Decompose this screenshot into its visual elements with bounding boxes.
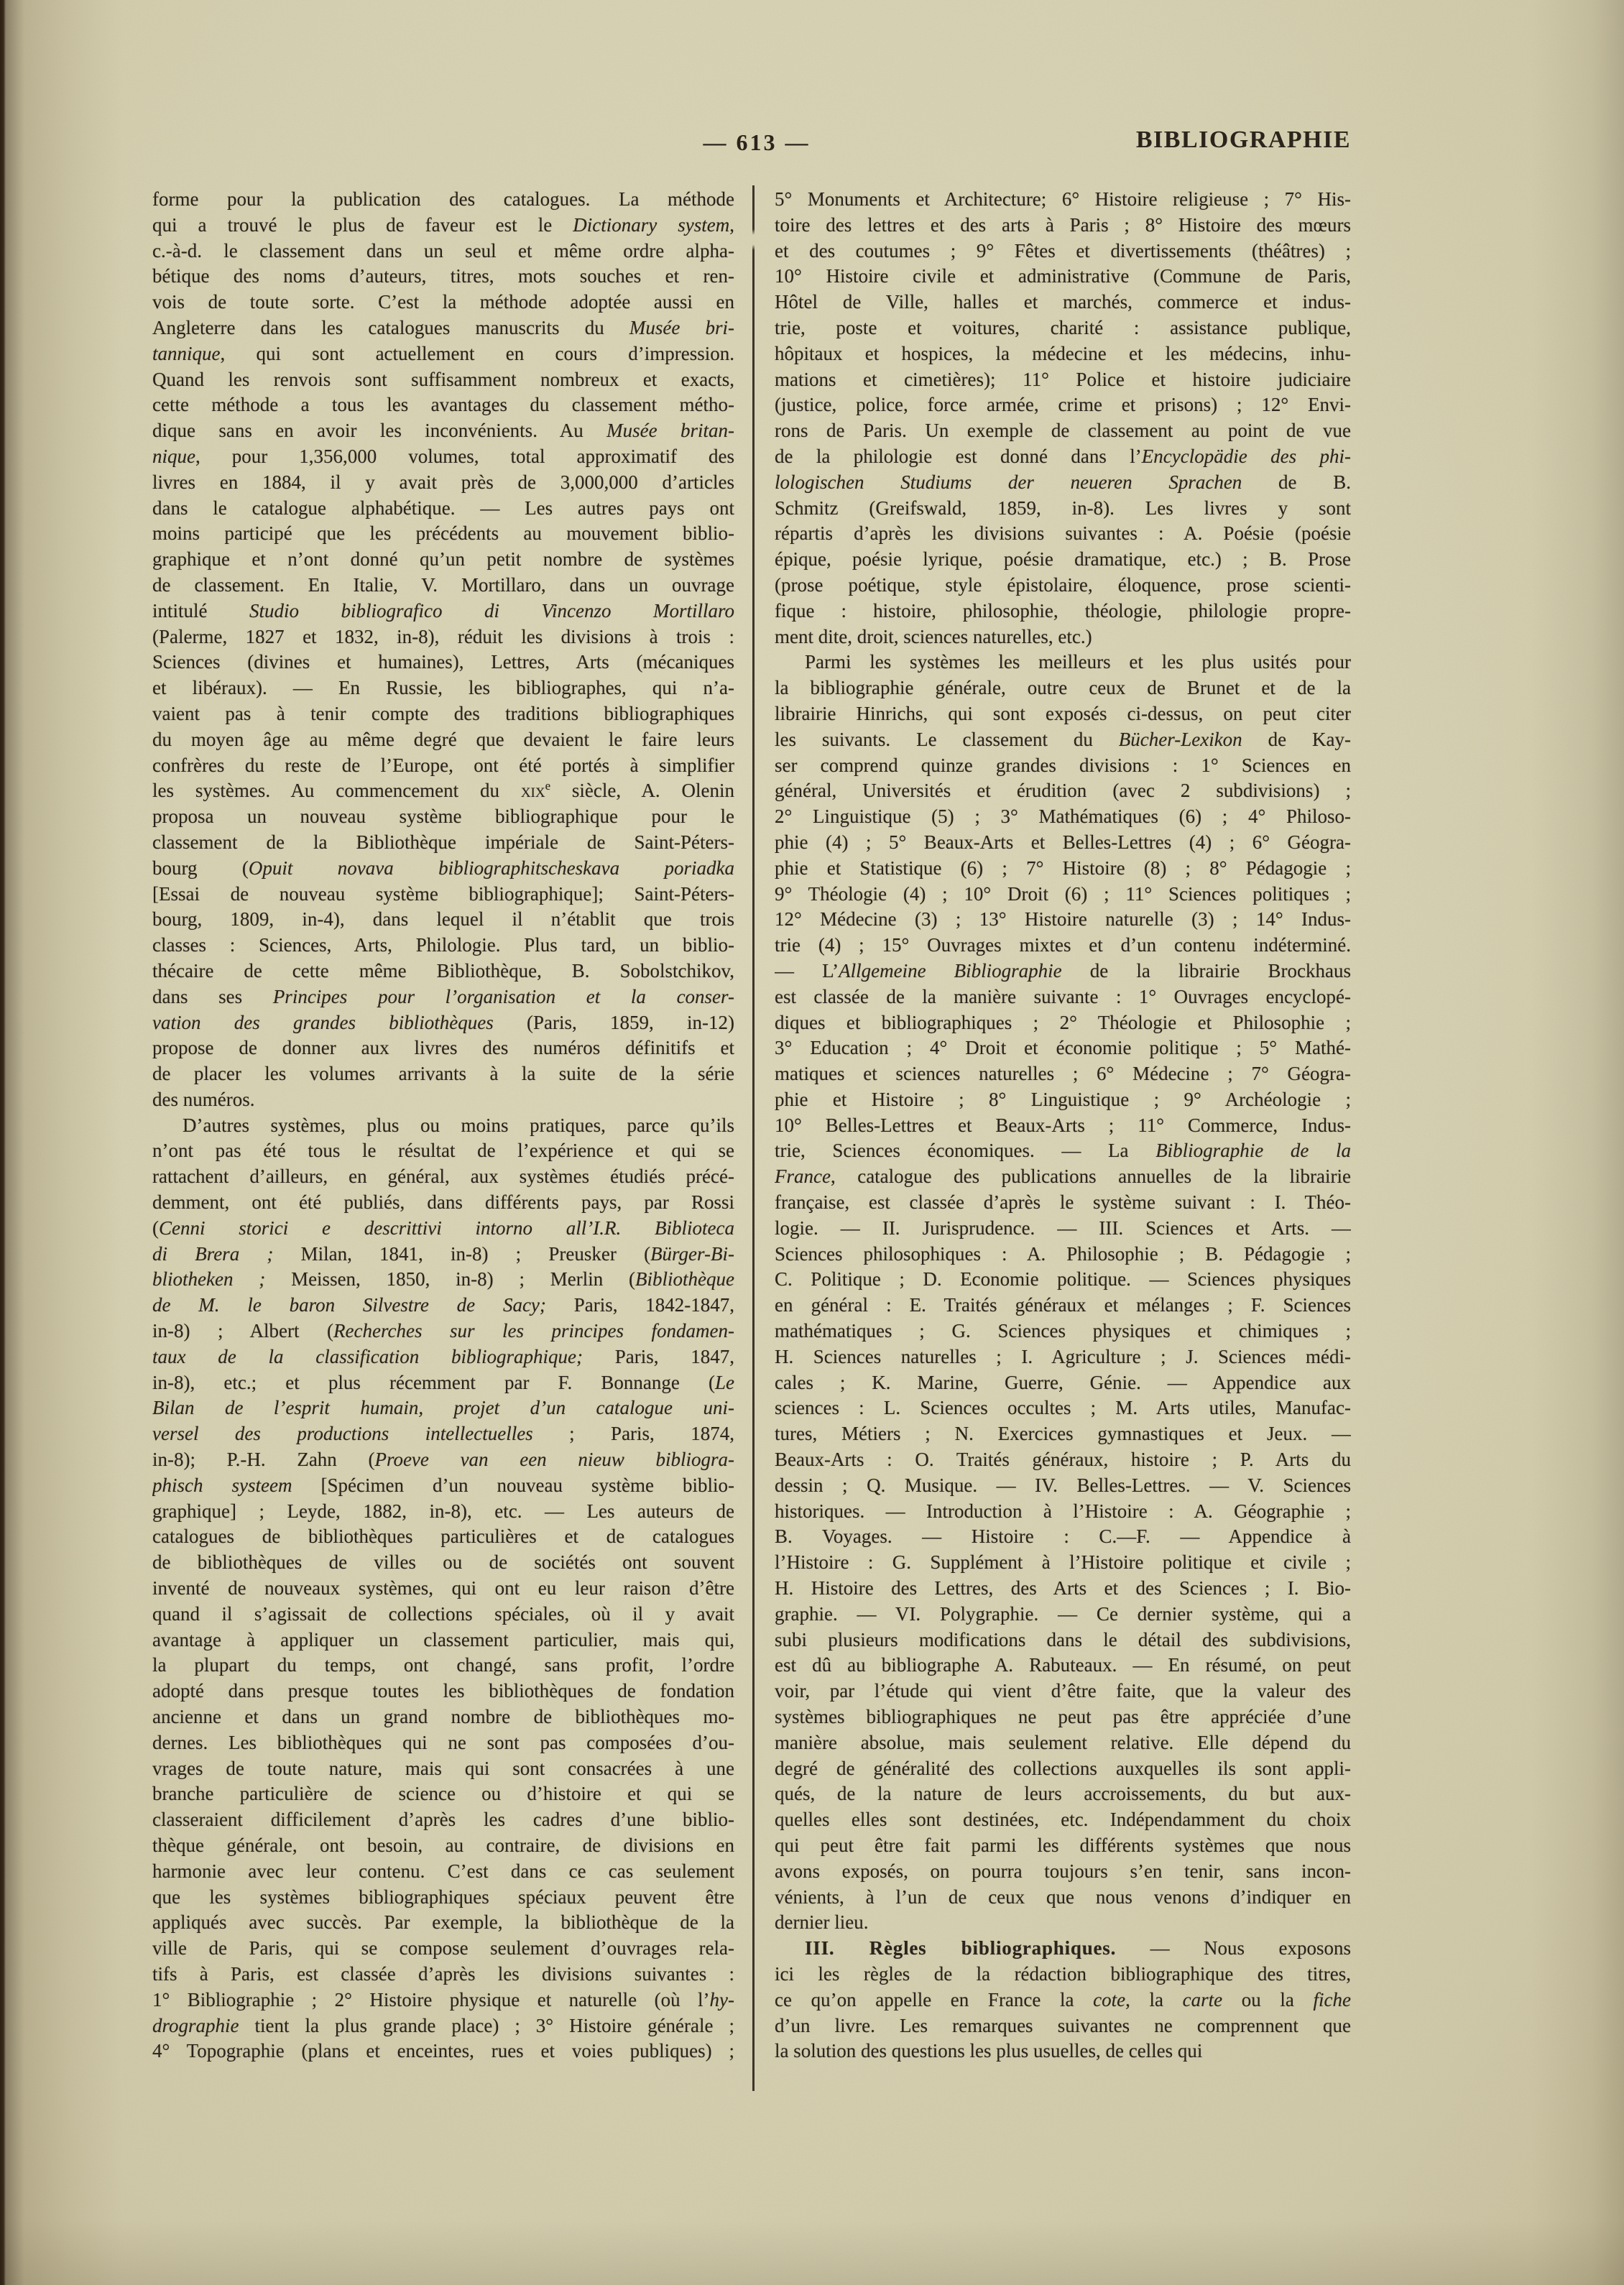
text-line: C. Politique ; D. Economie politique. — Sciences physiques [775,1268,1351,1291]
text-line: de bibliothèques de villes ou de sociétés ont souvent [152,1551,734,1574]
text-line: la solution des questions les plus usuelles, de celles qui [775,2040,1203,2062]
text-line: qui peut être fait parmi les différents systèmes que nous [775,1834,1351,1856]
text-line: d’un livre. Les remarques suivantes ne comprennent que [775,2014,1351,2036]
text-line: III. Règles bibliographiques. — Nous exposons [805,1937,1351,1959]
text-line: manière absolue, mais seulement relative. Elle dépend du [775,1731,1351,1753]
text-line: ancienne et dans un grand nombre de bibliothèques mo- [152,1706,734,1728]
text-line: bourg, 1809, in-4), dans lequel il n’établit que trois [152,908,734,931]
text-line: en général : E. Traités généraux et mélanges ; F. Sciences [775,1294,1351,1316]
text-line: 4° Topographie (plans et enceintes, rues et voies publiques) ; [152,2040,734,2062]
text-line: harmonie avec leur contenu. C’est dans ce cas seulement [152,1860,734,1882]
text-line: demment, ont été publiés, dans différents pays, par Rossi [152,1191,734,1214]
text-line: est classée de la manière suivante : 1° Ouvrages encyclopé- [775,985,1351,1007]
text-line: degré de généralité des collections auxquelles ils sont appli- [775,1757,1351,1779]
text-line: Schmitz (Greifswald, 1859, in-8). Les livres y sont [775,497,1351,519]
text-line: dernier lieu. [775,1911,869,1934]
text-line: les suivants. Le classement du Bücher-Lexikon de Kay- [775,728,1351,750]
text-line: quand il s’agissait de collections spéciales, où il y avait [152,1602,734,1625]
text-line: qui a trouvé le plus de faveur est le Dictionary system, [152,213,734,236]
text-line: classeraient difficilement d’après les cadres d’une biblio- [152,1809,734,1831]
text-line: intitulé Studio bibliografico di Vincenzo Mortillaro [152,599,734,622]
page-number: — 613 — [703,129,811,155]
text-line: adopté dans presque toutes les bibliothèques de fondation [152,1680,734,1702]
text-line: dans ses Principes pour l’organisation et la conser- [152,985,734,1007]
running-title: BIBLIOGRAPHIE [1135,126,1351,153]
text-line: Beaux-Arts : O. Traités généraux, histoire ; P. Arts du [775,1449,1351,1471]
text-line: voir, par l’étude qui vient d’être faite, que la valeur des [775,1680,1351,1702]
text-line: tifs à Paris, est classée d’après les divisions suivantes : [152,1962,734,1985]
text-line: la plupart du temps, ont changé, sans profit, l’ordre [152,1654,734,1676]
text-line: drographie tient la plus grande place) ; 3° Histoire générale ; [152,2014,734,2036]
text-line: B. Voyages. — Histoire : C.—F. — Appendice à [775,1525,1351,1548]
text-line: ville de Paris, qui se compose seulement d’ouvrages rela- [152,1937,734,1959]
text-line: ici les règles de la rédaction bibliographique des titres, [775,1962,1351,1985]
text-line: française, est classée d’après le système suivant : I. Théo- [775,1191,1351,1214]
text-line: taux de la classification bibliographique; Paris, 1847, [152,1345,734,1367]
text-line: répartis d’après les divisions suivantes : A. Poésie (poésie [775,522,1351,545]
text-line: que les systèmes bibliographiques spéciaux peuvent être [152,1885,734,1908]
text-line: rattachent d’ailleurs, en général, aux systèmes étudiés précé- [152,1165,734,1188]
text-line: D’autres systèmes, plus ou moins pratiques, parce qu’ils [183,1114,734,1136]
text-line: (justice, police, force armée, crime et prisons) ; 12° Envi- [775,394,1351,416]
text-line: appliqués avec succès. Par exemple, la bibliothèque de la [152,1911,734,1934]
text-line: librairie Hinrichs, qui sont exposés ci-dessus, on peut citer [775,702,1351,724]
text-line: (Palerme, 1827 et 1832, in-8), réduit les divisions à trois : [152,625,734,647]
text-line: livres en 1884, il y avait près de 3,000,000 d’articles [152,471,734,493]
text-line: phisch systeem [Spécimen d’un nouveau système biblio- [152,1474,734,1496]
text-line: vénients, à l’un de ceux que nous venons d’indiquer en [775,1885,1351,1908]
text-line: dique sans en avoir les inconvénients. Au Musée britan- [152,420,734,442]
text-line: forme pour la publication des catalogues. La méthode [152,188,734,210]
text-line: H. Sciences naturelles ; I. Agriculture ; J. Sciences médi- [775,1345,1351,1367]
text-line: vois de toute sorte. C’est la méthode adoptée aussi en [152,291,734,313]
text-line: fique : histoire, philosophie, théologie, philologie propre- [775,599,1351,622]
column-divider-rule [752,185,755,2091]
text-line: ser comprend quinze grandes divisions : 1° Sciences en [775,754,1351,776]
text-line: de placer les volumes arrivants à la suite de la série [152,1063,734,1085]
text-line: les systèmes. Au commencement du xix$^e$ siècle, A. Olenin [152,779,734,802]
text-line: Angleterre dans les catalogues manuscrits du Musée bri- [152,316,734,338]
text-line: proposa un nouveau système bibliographique pour le [152,805,734,828]
text-line: la bibliographie générale, outre ceux de Brunet et de la [775,677,1351,699]
text-line: mathématiques ; G. Sciences physiques et chimiques ; [775,1320,1351,1342]
text-line: mations et cimetières); 11° Police et histoire judiciaire [775,368,1351,390]
text-line: 3° Education ; 4° Droit et économie politique ; 5° Mathé- [775,1037,1351,1059]
text-line: Quand les renvois sont suffisamment nombreux et exacts, [152,368,734,390]
text-line: — L’Allgemeine Bibliographie de la librairie Brockhaus [775,959,1351,982]
text-line: trie, poste et voitures, charité : assistance publique, [775,316,1351,338]
text-line: vrages de toute nature, mais qui sont consacrées à une [152,1757,734,1779]
text-line: tures, Métiers ; N. Exercices gymnastiques et Jeux. — [775,1423,1351,1445]
text-line: nique, pour 1,356,000 volumes, total approximatif des [152,445,734,467]
text-line: de classement. En Italie, V. Mortillaro, dans un ouvrage [152,573,734,596]
text-line: Hôtel de Ville, halles et marchés, commerce et indus- [775,291,1351,313]
text-line: classes : Sciences, Arts, Philologie. Plus tard, un biblio- [152,934,734,956]
text-line: vation des grandes bibliothèques (Paris, 1859, in-12) [152,1011,734,1033]
text-line: systèmes bibliographiques ne peut pas être appréciée d’une [775,1706,1351,1728]
text-line: phie (4) ; 5° Beaux-Arts et Belles-Lettres (4) ; 6° Géogra- [775,831,1351,853]
text-line: thèque générale, ont besoin, au contraire, de divisions en [152,1834,734,1856]
text-line: (Cenni storici e descrittivi intorno all’I.R. Biblioteca [152,1217,734,1239]
text-line: versel des productions intellectuelles ; Paris, 1874, [152,1423,734,1445]
text-line: ce qu’on appelle en France la cote, la carte ou la fiche [775,1988,1351,2011]
text-line: de M. le baron Silvestre de Sacy; Paris, 1842-1847, [152,1294,734,1316]
text-line: branche particulière de science ou d’histoire et qui se [152,1783,734,1805]
text-line: Bilan de l’esprit humain, projet d’un catalogue uni- [152,1397,734,1419]
text-line: phie et Histoire ; 8° Linguistique ; 9° Archéologie ; [775,1088,1351,1110]
text-line: in-8) ; Albert (Recherches sur les principes fondamen- [152,1320,734,1342]
text-line: 5° Monuments et Architecture; 6° Histoire religieuse ; 7° His- [775,188,1351,210]
text-line: H. Histoire des Lettres, des Arts et des Sciences ; I. Bio- [775,1577,1351,1600]
right-text-column [775,187,1351,2064]
text-line: catalogues de bibliothèques particulières et de catalogues [152,1525,734,1548]
left-text-column [152,187,734,2064]
text-line: tannique, qui sont actuellement en cours d’impression. [152,342,734,364]
text-line: trie (4) ; 15° Ouvrages mixtes et d’un contenu indéterminé. [775,934,1351,956]
text-line: cales ; K. Marine, Guerre, Génie. — Appendice aux [775,1371,1351,1393]
text-line: classement de la Bibliothèque impériale de Saint-Péters- [152,831,734,853]
text-line: phie et Statistique (6) ; 7° Histoire (8) ; 8° Pédagogie ; [775,857,1351,879]
text-line: hôpitaux et hospices, la médecine et les médecins, inhu- [775,342,1351,364]
text-line: in-8), etc.; et plus récemment par F. Bonnange (Le [152,1371,734,1393]
text-line: propose de donner aux livres des numéros définitifs et [152,1037,734,1059]
text-line: 2° Linguistique (5) ; 3° Mathématiques (6) ; 4° Philoso- [775,805,1351,828]
text-line: de la philologie est donné dans l’Encyclopädie des phi- [775,445,1351,467]
text-line: graphique et n’ont donné qu’un petit nombre de systèmes [152,548,734,571]
text-line: dessin ; Q. Musique. — IV. Belles-Lettres. — V. Sciences [775,1474,1351,1496]
text-line: graphie. — VI. Polygraphie. — Ce dernier système, qui a [775,1602,1351,1625]
text-line: 10° Histoire civile et administrative (Commune de Paris, [775,265,1351,287]
text-line: 9° Théologie (4) ; 10° Droit (6) ; 11° Sciences politiques ; [775,882,1351,905]
text-line: vaient pas à tenir compte des traditions bibliographiques [152,702,734,724]
text-line: Sciences (divines et humaines), Lettres, Arts (mécaniques [152,651,734,673]
text-line: in-8); P.-H. Zahn (Proeve van een nieuw bibliogra- [152,1449,734,1471]
text-line: général, Universités et érudition (avec 2 subdivisions) ; [775,780,1351,802]
text-line: trie, Sciences économiques. — La Bibliographie de la [775,1140,1351,1162]
text-line: épique, poésie lyrique, poésie dramatique, etc.) ; B. Prose [775,548,1351,571]
text-line: 12° Médecine (3) ; 13° Histoire naturelle (3) ; 14° Indus- [775,908,1351,931]
text-line: n’ont pas été tous le résultat de l’expérience et qui se [152,1140,734,1162]
text-line: lologischen Studiums der neueren Sprachen de B. [775,471,1351,493]
text-line: dernes. Les bibliothèques qui ne sont pas composées d’ou- [152,1731,734,1753]
text-line: ment dite, droit, sciences naturelles, etc.) [775,625,1092,647]
text-line: cette méthode a tous les avantages du classement métho- [152,394,734,416]
text-line: quelles elles sont destinées, etc. Indépendamment du choix [775,1809,1351,1831]
text-line: avons exposés, on pourra toujours s’en tenir, sans incon- [775,1860,1351,1882]
text-line: toire des lettres et des arts à Paris ; 8° Histoire des mœurs [775,213,1351,236]
text-line: rons de Paris. Un exemple de classement au point de vue [775,420,1351,442]
text-line: bétique des noms d’auteurs, titres, mots souches et ren- [152,265,734,287]
text-line: dans le catalogue alphabétique. — Les autres pays ont [152,497,734,519]
text-line: avantage à appliquer un classement particulier, mais qui, [152,1628,734,1651]
text-line: di Brera ; Milan, 1841, in-8) ; Preusker (Bürger-Bi- [152,1242,734,1265]
text-line: France, catalogue des publications annuelles de la librairie [775,1165,1351,1188]
text-line: graphique] ; Leyde, 1882, in-8), etc. — Les auteurs de [152,1500,734,1522]
text-line: 1° Bibliographie ; 2° Histoire physique et naturelle (où l’hy- [152,1988,734,2011]
text-line: confrères du reste de l’Europe, ont été portés à simplifier [152,754,734,776]
text-line: c.-à-d. le classement dans un seul et même ordre alpha- [152,239,734,262]
text-line: l’Histoire : G. Supplément à l’Histoire politique et civile ; [775,1551,1351,1574]
text-line: et des coutumes ; 9° Fêtes et divertissements (théâtres) ; [775,239,1351,262]
text-line: diques et bibliographiques ; 2° Théologie et Philosophie ; [775,1011,1351,1033]
text-line: est dû au bibliographe A. Rabuteaux. — En résumé, on peut [775,1654,1351,1676]
text-line: inventé de nouveaux systèmes, qui ont eu leur raison d’être [152,1577,734,1600]
text-line: logie. — II. Jurisprudence. — III. Sciences et Arts. — [775,1217,1351,1239]
text-line: thécaire de cette même Bibliothèque, B. Sobolstchikov, [152,959,734,982]
text-line: sciences : L. Sciences occultes ; M. Arts utiles, Manufac- [775,1397,1351,1419]
text-line: 10° Belles-Lettres et Beaux-Arts ; 11° Commerce, Indus- [775,1114,1351,1136]
text-line: Sciences philosophiques : A. Philosophie ; B. Pédagogie ; [775,1242,1351,1265]
text-line: (prose poétique, style épistolaire, éloquence, prose scienti- [775,573,1351,596]
text-line: et libéraux). — En Russie, les bibliographes, qui n’a- [152,677,734,699]
text-line: matiques et sciences naturelles ; 6° Médecine ; 7° Géogra- [775,1063,1351,1085]
text-line: du moyen âge au même degré que devaient le faire leurs [152,728,734,750]
text-line: [Essai de nouveau système bibliographique]; Saint-Péters- [152,882,734,905]
text-line: bliotheken ; Meissen, 1850, in-8) ; Merlin (Bibliothèque [152,1268,734,1291]
text-line: des numéros. [152,1088,255,1110]
text-line: subi plusieurs modifications dans le détail des subdivisions, [775,1628,1351,1651]
text-line: historiques. — Introduction à l’Histoire : A. Géographie ; [775,1500,1351,1522]
text-line: moins participé que les précédents au mouvement biblio- [152,522,734,545]
text-line: bourg (Opuit novava bibliographitscheskava poriadka [152,857,734,879]
text-line: qués, de la nature de leurs accroissements, du but aux- [775,1783,1351,1805]
text-line: Parmi les systèmes les meilleurs et les plus usités pour [805,651,1351,673]
